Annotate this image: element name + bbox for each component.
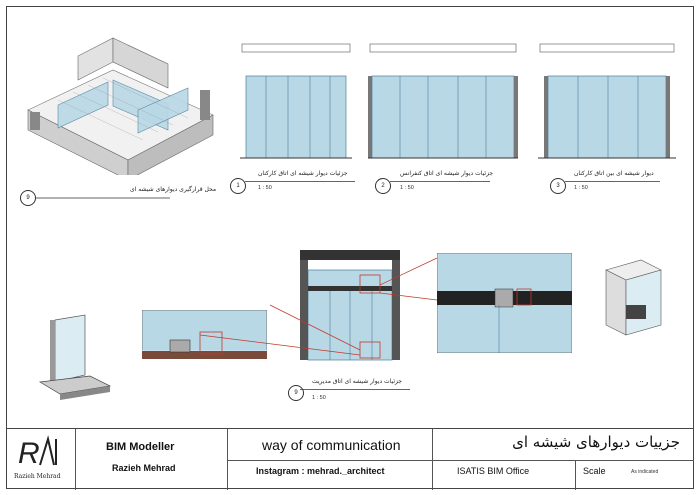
logo-mark-icon	[18, 435, 63, 467]
caption-iso: محل قرارگیری دیوارهای شیشه ای	[130, 186, 217, 193]
office-name: ISATIS BIM Office	[457, 466, 530, 476]
view-number-iso: 9	[20, 190, 36, 206]
scale-divider	[575, 461, 576, 490]
caption-elev3: دیوار شیشه ای بین اتاق کارکنان	[574, 170, 654, 177]
title-divider	[433, 460, 694, 461]
scale-elev3: 1 : 50	[574, 185, 588, 191]
instagram-handle: Instagram : mehrad._architect	[256, 466, 385, 476]
scale-value: As indicated	[631, 469, 659, 475]
sheet-title: جزییات دیوارهای شیشه ای	[512, 433, 680, 451]
caption-elev2: جزئیات دیوار شیشه ای اتاق کنفرانس	[400, 170, 494, 177]
logo-text: Razieh Mehrad	[14, 473, 61, 480]
contact-cell	[228, 429, 433, 490]
caption-elev1: جزئیات دیوار شیشه ای اتاق کارکنان	[258, 170, 348, 177]
title-block	[6, 428, 694, 490]
scale-label: Scale	[583, 466, 606, 476]
svg-text:R: R	[18, 437, 40, 467]
scale-detail: 1 : 50	[312, 395, 326, 401]
view-number-3: 3	[550, 178, 566, 194]
author-name: Razieh Mehrad	[112, 463, 176, 473]
scale-elev2: 1 : 50	[400, 185, 414, 191]
sheet-title-cell	[433, 429, 694, 490]
contact-heading: way of communication	[262, 437, 401, 453]
view-number-1: 1	[230, 178, 246, 194]
view-number-2: 2	[375, 178, 391, 194]
scale-elev1: 1 : 50	[258, 185, 272, 191]
caption-detail-line	[300, 388, 410, 391]
author-cell	[76, 429, 228, 490]
view-number-detail: 9	[288, 385, 304, 401]
logo-cell	[6, 429, 76, 490]
contact-divider	[228, 460, 432, 461]
role-label: BIM Modeller	[106, 441, 175, 453]
caption-detail: جزئیات دیوار شیشه ای اتاق مدیریت	[312, 378, 403, 385]
